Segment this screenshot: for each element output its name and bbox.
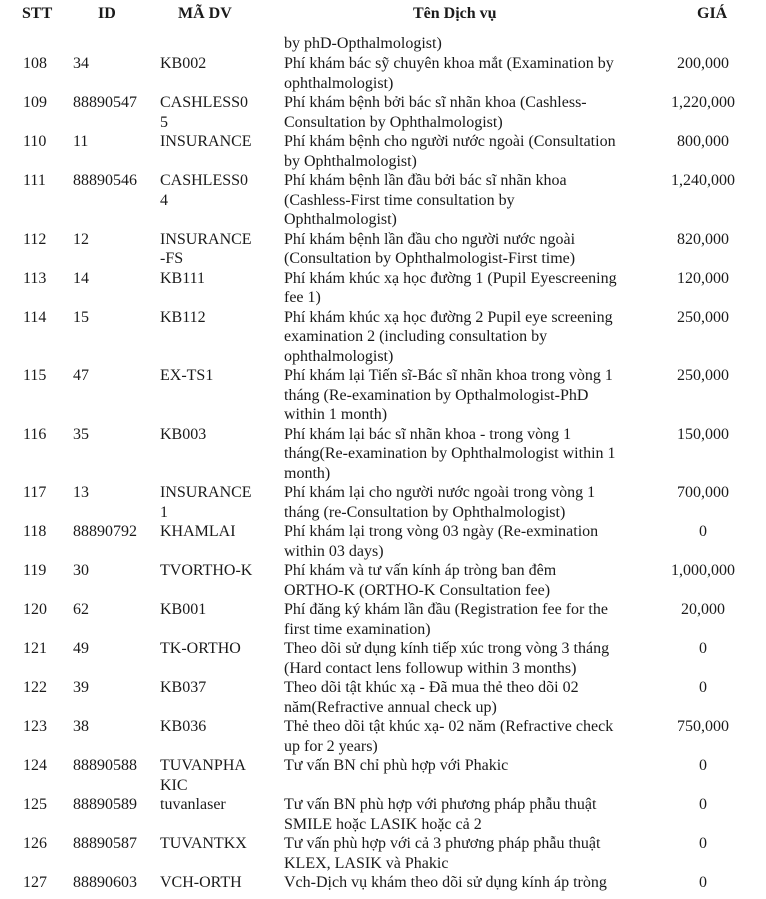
cell-stt [23, 425, 63, 445]
cell-id-line: 88890587 [73, 835, 137, 852]
cell-ten-dich-vu-line: examination 2 (including consultation by [284, 328, 548, 345]
cell-gia-line: 800,000 [677, 133, 729, 150]
cell-ten-dich-vu-line: Consultation by Ophthalmologist) [284, 113, 503, 131]
cell-gia-line: 700,000 [677, 484, 729, 501]
cell-stt [23, 269, 63, 289]
cell-ten-dich-vu [284, 522, 656, 561]
cell-id-line: 13 [73, 484, 89, 501]
cell-gia [658, 308, 748, 328]
cell-ten-dich-vu-line: Phí khám lại bác sĩ nhãn khoa - trong vòng 1 [284, 425, 572, 443]
cell-ten-dich-vu-line: (Consultation by Ophthalmologist-First time) [284, 250, 576, 267]
cell-ma-dv [160, 561, 270, 581]
cell-gia-line: 1,000,000 [671, 562, 735, 579]
cell-ten-dich-vu-line: tháng (re-Consultation by Ophthalmologist) [284, 503, 566, 521]
cell-ten-dich-vu-line: Phí khám khúc xạ học đường 2 Pupil eye screening [284, 308, 613, 326]
cell-stt-line: 123 [23, 718, 47, 735]
cell-gia-line: 1,220,000 [671, 94, 735, 111]
cell-stt-line: 119 [23, 562, 47, 579]
cell-ten-dich-vu-line: within 03 days) [284, 542, 384, 560]
cell-ma-dv-line: TK-ORTHO [160, 640, 241, 657]
cell-gia-line: 0 [699, 835, 707, 852]
cell-ten-dich-vu-line: Phí khám bệnh cho người nước ngoài (Consultation [284, 133, 616, 150]
cell-gia [658, 795, 748, 815]
cell-ten-dich-vu [284, 171, 656, 230]
cell-id-line: 14 [73, 269, 89, 287]
cell-ten-dich-vu [284, 561, 656, 600]
cell-id [73, 308, 158, 328]
cell-gia-line: 0 [699, 640, 707, 657]
cell-gia [658, 425, 748, 445]
cell-ten-dich-vu-line: Tư vấn BN chỉ phù hợp với Phakic [284, 757, 509, 774]
cell-ten-dich-vu [284, 717, 656, 756]
cell-ten-dich-vu-line: Phí khám bệnh lần đầu bởi bác sĩ nhãn khoa [284, 172, 567, 189]
cell-gia [658, 717, 748, 737]
cell-id-line: 39 [73, 679, 89, 696]
cell-stt-line: 125 [23, 796, 47, 813]
cell-ten-dich-vu [284, 639, 656, 678]
cell-ma-dv [160, 425, 270, 445]
cell-gia-line: 150,000 [677, 425, 729, 443]
cell-gia [658, 269, 748, 289]
cell-stt [23, 483, 63, 503]
cell-ma-dv-line: CASHLESS0 [160, 94, 249, 111]
cell-ten-dich-vu-line: ORTHO-K (ORTHO-K Consultation fee) [284, 581, 551, 599]
cell-ma-dv [160, 834, 270, 854]
cell-ma-dv-line: KIC [160, 776, 188, 794]
cell-stt [23, 678, 63, 698]
cell-stt-line: 122 [23, 679, 47, 696]
cell-stt-line: 108 [23, 55, 47, 72]
cell-ten-dich-vu [284, 54, 656, 93]
cell-id [73, 795, 158, 815]
cell-id-line: 88890546 [73, 172, 137, 189]
cell-ten-dich-vu [284, 756, 656, 776]
cell-id [73, 483, 158, 503]
cell-gia [658, 756, 748, 776]
cell-stt-line: 124 [23, 757, 47, 774]
cell-stt [23, 522, 63, 542]
cell-stt-line: 113 [23, 269, 47, 287]
cell-id-line: 88890792 [73, 523, 137, 540]
cell-ten-dich-vu [284, 600, 656, 639]
cell-ten-dich-vu [284, 873, 656, 893]
cell-ma-dv-line: KB002 [160, 55, 207, 72]
cell-gia [658, 522, 748, 542]
cell-gia [658, 132, 748, 152]
cell-ten-dich-vu-line: SMILE hoặc LASIK hoặc cả 2 [284, 815, 482, 833]
cell-stt [23, 308, 63, 328]
cell-ma-dv-line: TUVANTKX [160, 835, 247, 852]
cell-ma-dv-line: KB001 [160, 601, 207, 618]
cell-ten-dich-vu-line: (Cashless-First time consultation by [284, 191, 515, 209]
cell-ten-dich-vu [284, 308, 656, 367]
cell-ten-dich-vu-line: Theo dõi sử dụng kính tiếp xúc trong vòng 3 tháng [284, 640, 610, 657]
cell-ten-dich-vu-line: tháng(Re-examination by Ophthalmologist within 1 [284, 445, 616, 462]
cell-stt [23, 600, 63, 620]
cell-id [73, 269, 158, 289]
cell-ma-dv [160, 756, 270, 795]
cell-ma-dv [160, 717, 270, 737]
cell-gia [658, 171, 748, 191]
cell-ma-dv-line: INSURANCE [160, 133, 252, 150]
cell-gia-line: 1,240,000 [671, 172, 735, 189]
cell-ten-dich-vu-line: fee 1) [284, 289, 321, 306]
cell-ten-dich-vu-line: Phí khám lại trong vòng 03 ngày (Re-exmination [284, 523, 599, 540]
cell-gia [658, 54, 748, 74]
cell-gia [658, 230, 748, 250]
cell-ten-dich-vu-line: Phí khám bác sỹ chuyên khoa mắt (Examination by [284, 55, 614, 72]
cell-stt [23, 717, 63, 737]
cell-id-line: 12 [73, 230, 89, 248]
cell-gia-line: 120,000 [677, 269, 729, 287]
cell-ma-dv-line: EX-TS1 [160, 367, 214, 384]
cell-id-line: 35 [73, 425, 89, 443]
cell-ten-dich-vu [284, 834, 656, 873]
cell-ma-dv-line: TUVANPHA [160, 757, 246, 774]
cell-ten-dich-vu [284, 483, 656, 522]
cell-ten-dich-vu-line: first time examination) [284, 620, 431, 638]
cell-ma-dv-line: KHAMLAI [160, 523, 236, 540]
cell-ten-dich-vu-line: Phí khám bệnh bởi bác sĩ nhãn khoa (Cashless- [284, 94, 587, 111]
cell-id-line: 88890603 [73, 874, 137, 891]
cell-id [73, 717, 158, 737]
cell-stt-line: 114 [23, 308, 47, 326]
cell-gia [658, 639, 748, 659]
header-gia: GIÁ [697, 5, 728, 22]
cell-id [73, 600, 158, 620]
header-id: ID [98, 5, 116, 22]
cell-ma-dv [160, 366, 270, 386]
cell-stt-line: 118 [23, 523, 47, 540]
cell-gia-line: 0 [699, 796, 707, 813]
cell-stt-line: 111 [23, 172, 46, 189]
cell-id-line: 15 [73, 308, 89, 326]
cell-ten-dich-vu-line: Thẻ theo dõi tật khúc xạ- 02 năm (Refractive check [284, 718, 614, 735]
cell-ma-dv-line: KB037 [160, 679, 207, 696]
cell-ten-dich-vu [284, 795, 656, 834]
cell-gia [658, 678, 748, 698]
cell-ten-dich-vu-line: Theo dõi tật khúc xạ - Đã mua thẻ theo dõi 02 [284, 679, 579, 696]
cell-ma-dv [160, 483, 270, 522]
cell-ten-dich-vu [284, 269, 656, 308]
cell-stt [23, 756, 63, 776]
cell-gia-line: 0 [699, 757, 707, 774]
cell-ten-dich-vu-line: ophthalmologist) [284, 74, 394, 92]
cell-ma-dv-line: tuvanlaser [160, 796, 226, 813]
cell-ten-dich-vu-line: Phí khám và tư vấn kính áp tròng ban đêm [284, 562, 557, 579]
cell-ma-dv [160, 873, 270, 893]
cell-id-line: 34 [73, 55, 89, 72]
cell-id-line: 47 [73, 367, 89, 384]
cell-id [73, 639, 158, 659]
cell-ma-dv-line: KB036 [160, 718, 207, 735]
cell-ten-dich-vu-line: Phí khám bệnh lần đầu cho người nước ngoài [284, 230, 576, 248]
cell-id [73, 756, 158, 776]
cell-id [73, 678, 158, 698]
cell-stt-line: 116 [23, 425, 47, 443]
cell-stt [23, 230, 63, 250]
cell-ma-dv-line: 5 [160, 113, 168, 131]
cell-ten-dich-vu-line: within 1 month) [284, 406, 388, 423]
cell-ten-dich-vu [284, 93, 656, 132]
cell-gia-line: 20,000 [681, 601, 725, 618]
cell-ma-dv-line: VCH-ORTH [160, 874, 242, 891]
cell-ma-dv-line: KB003 [160, 425, 207, 443]
cell-gia-line: 200,000 [677, 55, 729, 72]
cell-ma-dv [160, 93, 270, 132]
header-ma-dv: MÃ DV [178, 5, 232, 22]
cell-ten-dich-vu-line: tháng (Re-examination by Opthalmologist-PhD [284, 386, 589, 404]
cell-stt-line: 120 [23, 601, 47, 618]
cell-stt [23, 639, 63, 659]
cell-ten-dich-vu-line: Phí đăng ký khám lần đầu (Registration fee for the [284, 601, 608, 618]
cell-id-line: 88890588 [73, 757, 137, 774]
cell-ten-dich-vu-line: ophthalmologist) [284, 347, 394, 365]
cell-ma-dv-line: INSURANCE [160, 484, 252, 501]
cell-ma-dv-line: -FS [160, 250, 184, 267]
cell-ten-dich-vu [284, 132, 656, 171]
cell-ten-dich-vu-line: Ophthalmologist) [284, 211, 397, 228]
cell-id-line: 38 [73, 718, 89, 735]
cell-gia-line: 0 [699, 523, 707, 540]
cell-ma-dv [160, 522, 270, 542]
cell-id [73, 54, 158, 74]
cell-stt [23, 561, 63, 581]
cell-ten-dich-vu [284, 678, 656, 717]
cell-gia [658, 93, 748, 113]
cell-stt-line: 115 [23, 367, 47, 384]
cell-stt [23, 795, 63, 815]
cell-ten-dich-vu-line: Phí khám lại cho người nước ngoài trong vòng 1 [284, 484, 596, 501]
cell-stt [23, 132, 63, 152]
cell-stt [23, 54, 63, 74]
cell-stt [23, 834, 63, 854]
cell-stt [23, 873, 63, 893]
cell-gia [658, 366, 748, 386]
cell-ma-dv [160, 678, 270, 698]
cell-id [73, 230, 158, 250]
cell-stt [23, 171, 63, 191]
cell-ten-dich-vu-line: KLEX, LASIK và Phakic [284, 854, 449, 872]
cell-id [73, 834, 158, 854]
cell-ma-dv [160, 230, 270, 269]
cell-ma-dv-line: KB112 [160, 308, 206, 326]
cell-id [73, 522, 158, 542]
cell-stt [23, 93, 63, 113]
cell-ma-dv-line: KB111 [160, 269, 206, 287]
cell-ten-dich-vu-line: (Hard contact lens followup within 3 months) [284, 659, 577, 677]
cell-gia [658, 600, 748, 620]
cell-gia-line: 250,000 [677, 308, 729, 326]
cell-id-line: 49 [73, 640, 89, 657]
cell-ma-dv [160, 54, 270, 74]
cell-ten-dich-vu-line: Phí khám khúc xạ học đường 1 (Pupil Eyescreening [284, 269, 617, 287]
cell-id-line: 88890589 [73, 796, 137, 813]
cell-gia [658, 873, 748, 893]
cell-gia-line: 820,000 [677, 230, 729, 248]
cell-gia-line: 0 [699, 874, 707, 891]
cell-stt-line: 117 [23, 484, 47, 501]
cell-ma-dv-line: 4 [160, 191, 168, 209]
cell-id-line: 88890547 [73, 94, 137, 111]
cell-ten-dich-vu-line: by Ophthalmologist) [284, 152, 417, 170]
cell-ten-dich-vu-line: Phí khám lại Tiến sĩ-Bác sĩ nhãn khoa trong vòng 1 [284, 367, 613, 384]
cell-stt-line: 126 [23, 835, 47, 852]
cell-stt [23, 366, 63, 386]
cell-ma-dv-line: TVORTHO-K [160, 562, 253, 579]
cell-id-line: 62 [73, 601, 89, 618]
cell-ma-dv-line: CASHLESS0 [160, 172, 249, 189]
cell-gia [658, 561, 748, 581]
cell-stt-line: 112 [23, 230, 47, 248]
cell-id [73, 93, 158, 113]
cell-id [73, 561, 158, 581]
cell-stt-line: 110 [23, 133, 47, 150]
cell-ma-dv [160, 795, 270, 815]
cell-ten-dich-vu [284, 366, 656, 425]
cell-ten-dich-vu-line: năm(Refractive annual check up) [284, 698, 497, 716]
cell-gia-line: 250,000 [677, 367, 729, 384]
header-ten-dich-vu: Tên Dịch vụ [413, 5, 497, 22]
cell-ten-dich-vu [284, 425, 656, 484]
cell-ma-dv [160, 269, 270, 289]
cell-ten-dich-vu-line: Vch-Dịch vụ khám theo dõi sử dụng kính áp tròng [284, 874, 607, 891]
cell-stt-line: 109 [23, 94, 47, 111]
cell-ma-dv [160, 132, 270, 152]
cell-stt-line: 127 [23, 874, 47, 891]
cell-id [73, 171, 158, 191]
cell-id [73, 366, 158, 386]
header-stt: STT [22, 5, 53, 22]
cell-ma-dv [160, 600, 270, 620]
cell-ma-dv-line: 1 [160, 503, 168, 521]
cell-id-line: 11 [73, 133, 89, 150]
cell-gia-line: 750,000 [677, 718, 729, 735]
cell-ma-dv-line: INSURANCE [160, 230, 252, 248]
cell-id [73, 873, 158, 893]
cell-ten-dich-vu-line: up for 2 years) [284, 737, 378, 755]
cell-gia [658, 483, 748, 503]
cell-ma-dv [160, 639, 270, 659]
cell-gia [658, 834, 748, 854]
cell-ten-dich-vu-line: month) [284, 464, 331, 482]
cell-id [73, 132, 158, 152]
cell-ten-dich-vu-line: Tư vấn BN phù hợp với phương pháp phẫu thuật [284, 796, 597, 813]
continuation-text: by phD-Opthalmologist) [284, 35, 442, 52]
cell-id-line: 30 [73, 562, 89, 579]
cell-id [73, 425, 158, 445]
cell-ma-dv [160, 308, 270, 328]
cell-stt-line: 121 [23, 640, 47, 657]
cell-gia-line: 0 [699, 679, 707, 696]
cell-ten-dich-vu-line: Tư vấn phù hợp với cả 3 phương pháp phẫu thuật [284, 835, 601, 852]
cell-ma-dv [160, 171, 270, 210]
cell-ten-dich-vu [284, 230, 656, 269]
